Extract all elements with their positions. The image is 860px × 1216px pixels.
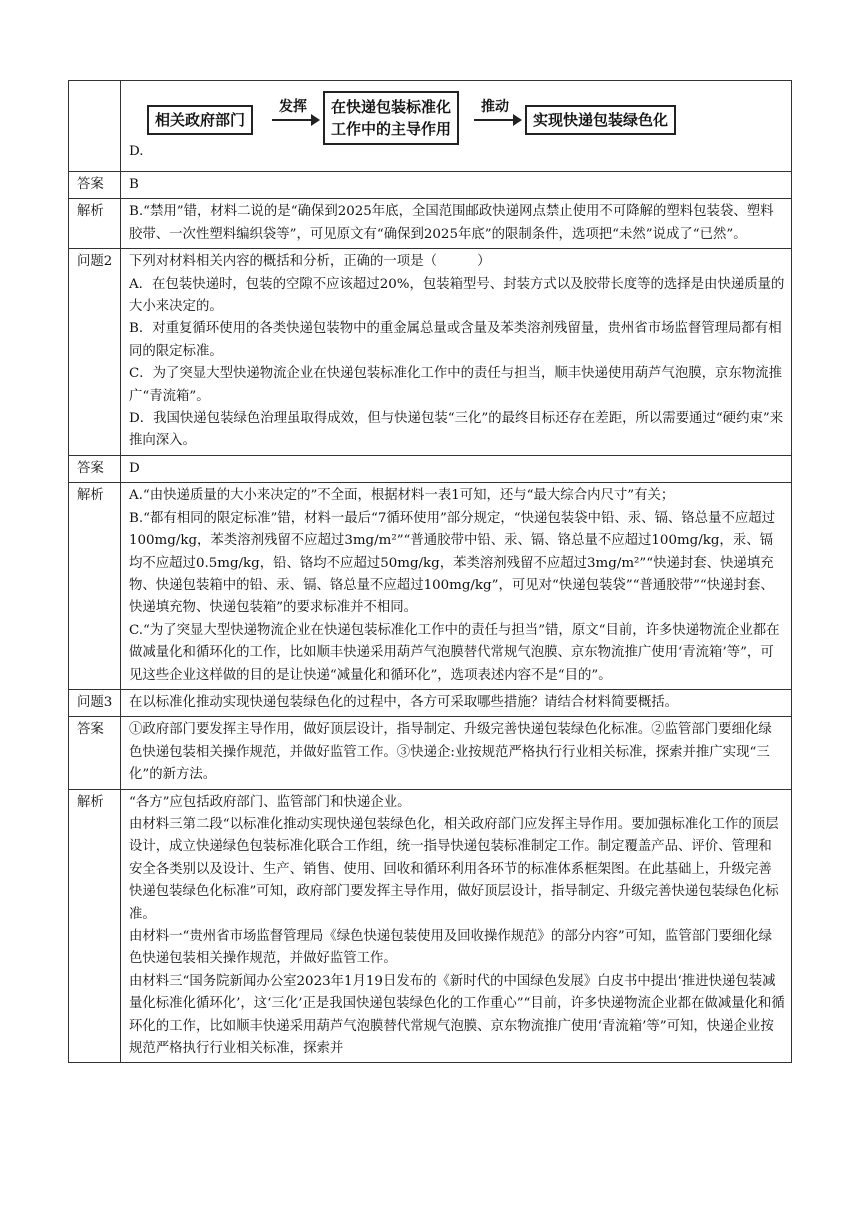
option-label: D. xyxy=(129,144,144,159)
arrow-label-play: 发挥 xyxy=(279,99,307,115)
diagram-cell xyxy=(121,81,792,172)
table-row xyxy=(69,172,792,199)
row-label: 解析 xyxy=(69,199,121,249)
box-leading-role-line2: 工作中的主导作用 xyxy=(331,120,452,138)
content-paragraph: A.“由快递质量的大小来决定的”不全面，根据材料一表1可知，还与“最大综合内尺寸”有关； xyxy=(129,488,675,504)
table-row xyxy=(69,249,792,456)
row-content xyxy=(121,199,792,249)
qa-rows xyxy=(69,172,792,1063)
row-label: 答案 xyxy=(69,717,121,789)
row-label: 解析 xyxy=(69,789,121,1063)
row-content xyxy=(121,172,792,199)
row-label: 答案 xyxy=(69,455,121,482)
row-content xyxy=(121,455,792,482)
arrow-right-icon xyxy=(272,119,318,121)
box-government: 相关政府部门 xyxy=(147,105,253,135)
table-row xyxy=(69,717,792,789)
table-row xyxy=(69,455,792,482)
content-paragraph: B xyxy=(129,177,139,192)
empty-label-cell xyxy=(69,81,121,172)
qa-table xyxy=(68,80,792,1063)
content-paragraph: 由材料三“国务院新闻办公室2023年1月19日发布的《新时代的中国绿色发展》白皮书中提出‘推进快递包装减量化标准化循环化’，这‘三化’正是我国快递包装绿色化的工作重心”“目前，许多快递物流企业都在做减量化和循环化的工作，比如顺丰快递采用葫芦气泡膜替代常规气泡膜、京东物流推广使用‘青流箱’等”可知，快递企业按规范严格执行行业相关标准，探索并 xyxy=(129,973,785,1057)
row-content xyxy=(121,249,792,456)
arrow-label-promote: 推动 xyxy=(481,99,509,115)
content-paragraph: 由材料三第二段“以标准化推动实现快递包装绿色化，相关政府部门应发挥主导作用。要加强标准化工作的顶层设计，成立快递绿色包装标准化联合工作组，统一指导快递包装标准制定工作。制定覆盖产品、评价、管理和安全各类别以及设计、生产、销售、使用、回收和循环利用各环节的标准体系框架图。在此基础上，升级完善快递包装绿色化标准”可知，政府部门要发挥主导作用，做好顶层设计，指导制定、升级完善快递包装绿色化标准。 xyxy=(129,816,779,922)
row-label: 问题2 xyxy=(69,249,121,456)
table-row xyxy=(69,689,792,716)
row-content xyxy=(121,689,792,716)
row-label: 问题3 xyxy=(69,689,121,716)
box-leading-role xyxy=(323,91,459,145)
content-paragraph: C.“为了突显大型快递物流企业在快递包装标准化工作中的责任与担当”错，原文“目前，许多快递物流企业都在做减量化和循环化的工作，比如顺丰快递采用葫芦气泡膜替代常规气泡膜、京东物流推广使用‘青流箱’等”，可见这些企业这样做的目的是让快递“减量化和循环化”，选项表述内容不是“目的”。 xyxy=(129,622,780,683)
table-row xyxy=(69,789,792,1063)
diagram-row xyxy=(69,81,792,172)
content-paragraph: 由材料一“贵州省市场监督管理局《绿色快递包装使用及回收操作规范》的部分内容”可知，监管部门要细化绿色快递包装相关操作规范，并做好监管工作。 xyxy=(129,929,773,967)
row-content xyxy=(121,717,792,789)
content-paragraph: D xyxy=(129,460,140,476)
content-paragraph: B.“禁用”错，材料二说的是“确保到2025年底，全国范围邮政快递网点禁止使用不可降解的塑料包装袋、塑料胶带、一次性塑料编织袋等”，可见原文有“确保到2025年底”的限制条件，选项把“未然”说成了“已然”。 xyxy=(129,204,774,242)
content-paragraph: A．在包装快递时，包装的空隙不应该超过20%，包装箱型号、封装方式以及胶带长度等的选择是由快递质量的大小来决定的。 xyxy=(129,276,785,315)
row-content xyxy=(121,789,792,1063)
flow-diagram xyxy=(129,83,785,167)
content-paragraph: “各方”应包括政府部门、监管部门和快递企业。 xyxy=(129,794,411,810)
table-row xyxy=(69,483,792,690)
row-label: 解析 xyxy=(69,483,121,690)
content-paragraph: B．对重复循环使用的各类快递包装物中的重金属总量或含量及苯类溶剂残留量，贵州省市场监督管理局都有相同的限定标准。 xyxy=(129,321,782,359)
row-content xyxy=(121,483,792,690)
row-label: 答案 xyxy=(69,172,121,199)
content-paragraph: B.“都有相同的限定标准”错，材料一最后“7循环使用”部分规定，“快递包装袋中铅、汞、镉、铬总量不应超过100mg/kg，苯类溶剂残留不应超过3mg/m²”“普通胶带中铅、汞、镉、铬总量不应超过100mg/kg，汞、镉均不应超过0.5mg/kg，铅、铬均不应超过50mg/kg，苯类溶剂残留不应超过3mg/m²”“快递封套、快递填充物、快递包装箱中的铅、汞、镉、铬总量不应超过100mg/kg”，可见对“快递包装袋”“普通胶带”“快递封套、快递填充物、快递包装箱”的要求标准并不相同。 xyxy=(129,510,776,616)
content-paragraph: 下列对材料相关内容的概括和分析，正确的一项是（ ） xyxy=(129,254,491,270)
box-leading-role-line1: 在快递包装标准化 xyxy=(331,98,452,116)
box-green-packaging: 实现快递包装绿色化 xyxy=(525,105,676,135)
arrow-right-icon xyxy=(474,119,520,121)
content-paragraph: C．为了突显大型快递物流企业在快递包装标准化工作中的责任与担当，顺丰快递使用葫芦气泡膜，京东物流推广“青流箱”。 xyxy=(129,366,782,404)
content-paragraph: ①政府部门要发挥主导作用，做好顶层设计，指导制定、升级完善快递包装绿色化标准。②监管部门要细化绿色快递包装相关操作规范，并做好监管工作。③快递企:业按规范严格执行行业相关标准，探索并推广实现“三化”的新方法。 xyxy=(129,722,772,783)
content-paragraph: 在以标准化推动实现快递包装绿色化的过程中，各方可采取哪些措施？请结合材料简要概括。 xyxy=(129,694,679,710)
table-row xyxy=(69,199,792,249)
content-paragraph: D．我国快递包装绿色治理虽取得成效，但与快递包装“三化”的最终目标还存在差距，所以需要通过“硬约束”来推向深入。 xyxy=(129,411,784,449)
